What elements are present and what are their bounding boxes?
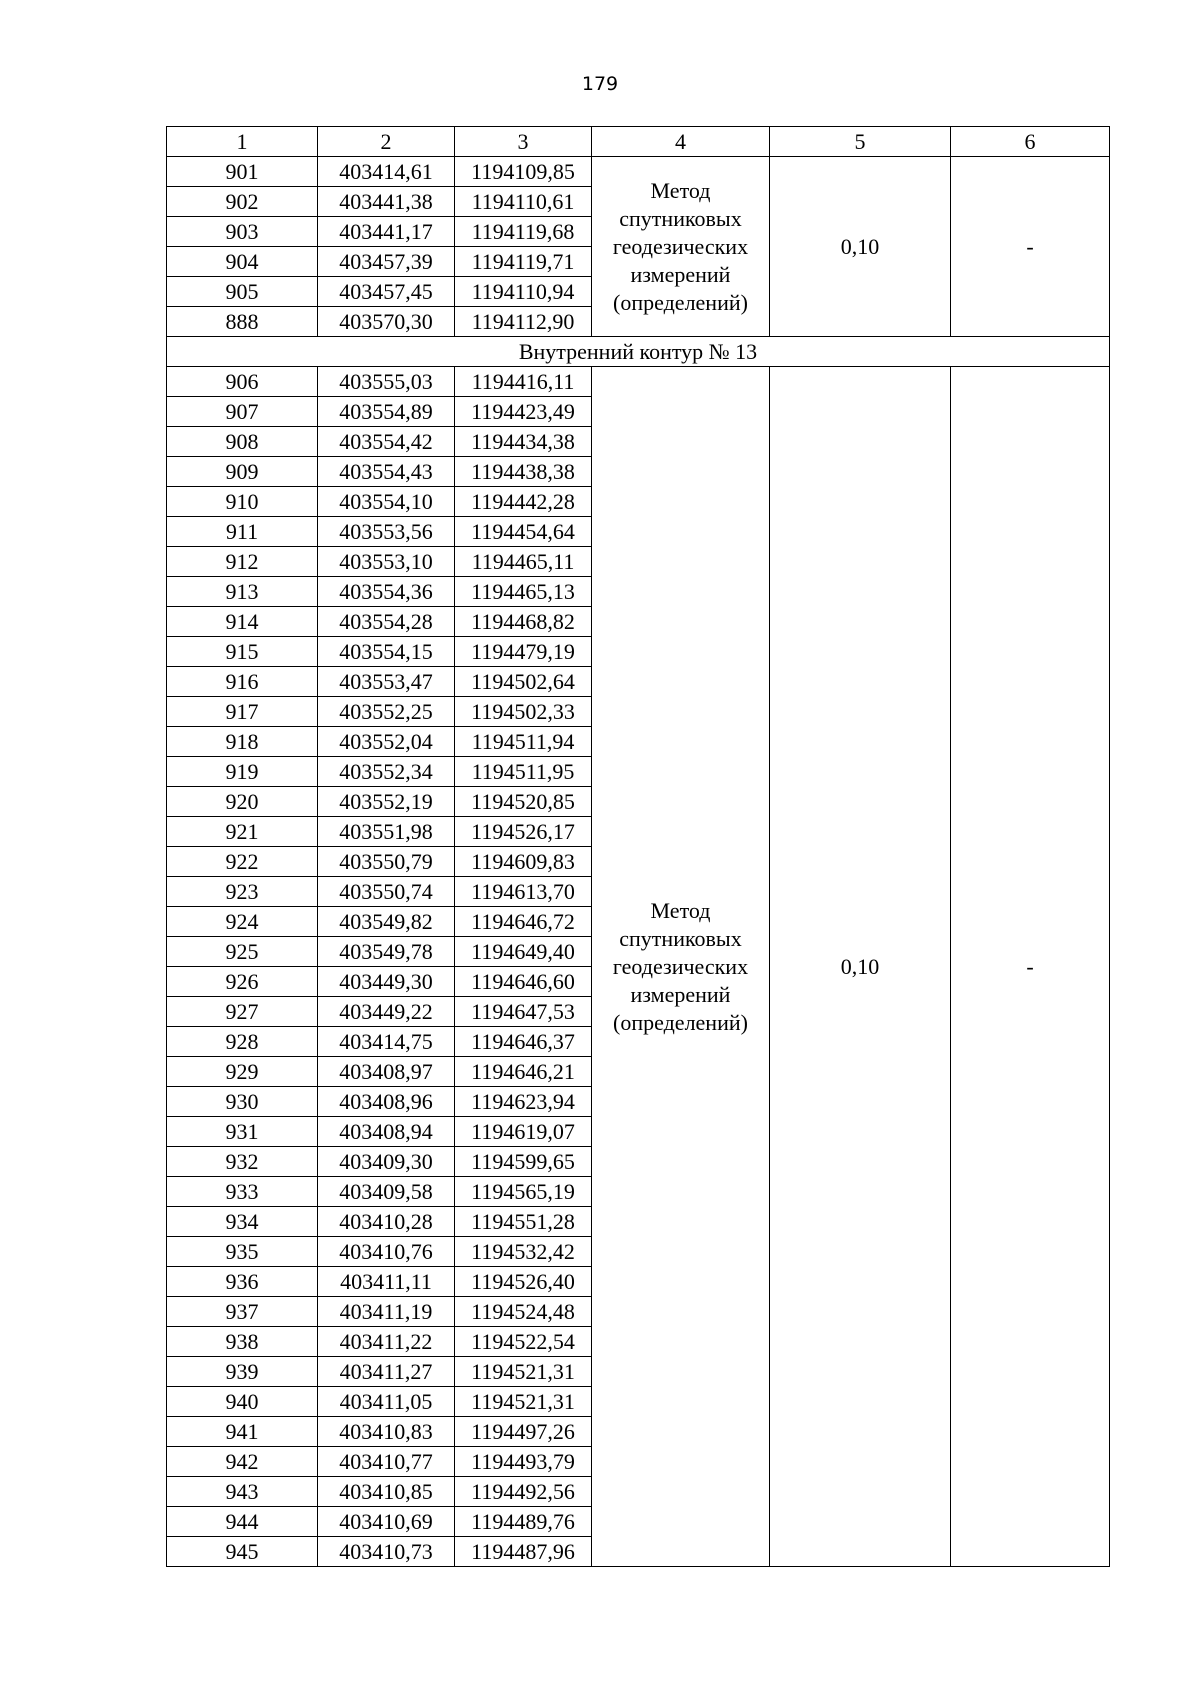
y-coordinate-cell: 1194493,79 xyxy=(455,1447,592,1477)
point-number-cell: 918 xyxy=(167,727,318,757)
y-coordinate-cell: 1194454,64 xyxy=(455,517,592,547)
method-line: геодезических xyxy=(612,953,749,979)
y-coordinate-cell: 1194521,31 xyxy=(455,1387,592,1417)
x-coordinate-cell: 403411,22 xyxy=(318,1327,455,1357)
point-number-cell: 937 xyxy=(167,1297,318,1327)
x-coordinate-cell: 403554,43 xyxy=(318,457,455,487)
section-row xyxy=(167,337,1110,367)
point-number-cell: 925 xyxy=(167,937,318,967)
method-line: измерений xyxy=(630,261,731,287)
y-coordinate-cell: 1194423,49 xyxy=(455,397,592,427)
method-line: Метод xyxy=(650,177,711,203)
accuracy-cell: 0,10 xyxy=(770,157,951,337)
point-number-cell: 924 xyxy=(167,907,318,937)
y-coordinate-cell: 1194511,94 xyxy=(455,727,592,757)
method-cell xyxy=(592,157,770,337)
y-coordinate-cell: 1194526,40 xyxy=(455,1267,592,1297)
x-coordinate-cell: 403414,61 xyxy=(318,157,455,187)
method-line: геодезических xyxy=(612,233,749,259)
header-row xyxy=(167,127,1110,157)
x-coordinate-cell: 403411,27 xyxy=(318,1357,455,1387)
point-number-cell: 916 xyxy=(167,667,318,697)
x-coordinate-cell: 403410,77 xyxy=(318,1447,455,1477)
header-cell: 6 xyxy=(951,127,1110,157)
point-number-cell: 908 xyxy=(167,427,318,457)
point-number-cell: 933 xyxy=(167,1177,318,1207)
x-coordinate-cell: 403408,94 xyxy=(318,1117,455,1147)
note-cell: - xyxy=(951,157,1110,337)
y-coordinate-cell: 1194487,96 xyxy=(455,1537,592,1567)
point-number-cell: 904 xyxy=(167,247,318,277)
point-number-cell: 930 xyxy=(167,1087,318,1117)
y-coordinate-cell: 1194497,26 xyxy=(455,1417,592,1447)
x-coordinate-cell: 403411,19 xyxy=(318,1297,455,1327)
y-coordinate-cell: 1194524,48 xyxy=(455,1297,592,1327)
point-number-cell: 888 xyxy=(167,307,318,337)
method-line: спутниковых xyxy=(619,925,742,951)
point-number-cell: 923 xyxy=(167,877,318,907)
method-line: Метод xyxy=(650,897,711,923)
point-number-cell: 913 xyxy=(167,577,318,607)
point-number-cell: 914 xyxy=(167,607,318,637)
method-line: (определений) xyxy=(613,289,748,315)
point-number-cell: 935 xyxy=(167,1237,318,1267)
x-coordinate-cell: 403410,83 xyxy=(318,1417,455,1447)
y-coordinate-cell: 1194434,38 xyxy=(455,427,592,457)
x-coordinate-cell: 403411,11 xyxy=(318,1267,455,1297)
x-coordinate-cell: 403554,42 xyxy=(318,427,455,457)
x-coordinate-cell: 403549,82 xyxy=(318,907,455,937)
x-coordinate-cell: 403410,73 xyxy=(318,1537,455,1567)
method-line: измерений xyxy=(630,981,731,1007)
y-coordinate-cell: 1194110,94 xyxy=(455,277,592,307)
x-coordinate-cell: 403409,30 xyxy=(318,1147,455,1177)
point-number-cell: 903 xyxy=(167,217,318,247)
x-coordinate-cell: 403457,45 xyxy=(318,277,455,307)
point-number-cell: 929 xyxy=(167,1057,318,1087)
x-coordinate-cell: 403554,28 xyxy=(318,607,455,637)
table-row xyxy=(167,157,1110,187)
x-coordinate-cell: 403555,03 xyxy=(318,367,455,397)
x-coordinate-cell: 403409,58 xyxy=(318,1177,455,1207)
point-number-cell: 917 xyxy=(167,697,318,727)
y-coordinate-cell: 1194521,31 xyxy=(455,1357,592,1387)
point-number-cell: 921 xyxy=(167,817,318,847)
y-coordinate-cell: 1194522,54 xyxy=(455,1327,592,1357)
y-coordinate-cell: 1194647,53 xyxy=(455,997,592,1027)
y-coordinate-cell: 1194511,95 xyxy=(455,757,592,787)
point-number-cell: 928 xyxy=(167,1027,318,1057)
point-number-cell: 938 xyxy=(167,1327,318,1357)
x-coordinate-cell: 403552,25 xyxy=(318,697,455,727)
y-coordinate-cell: 1194565,19 xyxy=(455,1177,592,1207)
point-number-cell: 922 xyxy=(167,847,318,877)
y-coordinate-cell: 1194465,11 xyxy=(455,547,592,577)
x-coordinate-cell: 403551,98 xyxy=(318,817,455,847)
x-coordinate-cell: 403552,19 xyxy=(318,787,455,817)
x-coordinate-cell: 403441,38 xyxy=(318,187,455,217)
y-coordinate-cell: 1194619,07 xyxy=(455,1117,592,1147)
x-coordinate-cell: 403410,85 xyxy=(318,1477,455,1507)
y-coordinate-cell: 1194646,60 xyxy=(455,967,592,997)
y-coordinate-cell: 1194646,37 xyxy=(455,1027,592,1057)
y-coordinate-cell: 1194599,65 xyxy=(455,1147,592,1177)
y-coordinate-cell: 1194442,28 xyxy=(455,487,592,517)
point-number-cell: 915 xyxy=(167,637,318,667)
x-coordinate-cell: 403553,56 xyxy=(318,517,455,547)
point-number-cell: 927 xyxy=(167,997,318,1027)
x-coordinate-cell: 403553,10 xyxy=(318,547,455,577)
point-number-cell: 906 xyxy=(167,367,318,397)
y-coordinate-cell: 1194468,82 xyxy=(455,607,592,637)
x-coordinate-cell: 403552,34 xyxy=(318,757,455,787)
table-row xyxy=(167,367,1110,397)
x-coordinate-cell: 403549,78 xyxy=(318,937,455,967)
y-coordinate-cell: 1194502,64 xyxy=(455,667,592,697)
coordinates-table xyxy=(166,126,1110,1567)
y-coordinate-cell: 1194526,17 xyxy=(455,817,592,847)
x-coordinate-cell: 403554,89 xyxy=(318,397,455,427)
point-number-cell: 940 xyxy=(167,1387,318,1417)
point-number-cell: 942 xyxy=(167,1447,318,1477)
point-number-cell: 934 xyxy=(167,1207,318,1237)
x-coordinate-cell: 403408,97 xyxy=(318,1057,455,1087)
x-coordinate-cell: 403449,22 xyxy=(318,997,455,1027)
note-cell: - xyxy=(951,367,1110,1567)
method-line: (определений) xyxy=(613,1009,748,1035)
header-cell: 5 xyxy=(770,127,951,157)
accuracy-cell: 0,10 xyxy=(770,367,951,1567)
page-number: 179 xyxy=(581,73,619,95)
header-cell: 4 xyxy=(592,127,770,157)
header-cell: 3 xyxy=(455,127,592,157)
header-cell: 2 xyxy=(318,127,455,157)
x-coordinate-cell: 403414,75 xyxy=(318,1027,455,1057)
x-coordinate-cell: 403457,39 xyxy=(318,247,455,277)
x-coordinate-cell: 403410,28 xyxy=(318,1207,455,1237)
x-coordinate-cell: 403554,10 xyxy=(318,487,455,517)
point-number-cell: 901 xyxy=(167,157,318,187)
y-coordinate-cell: 1194492,56 xyxy=(455,1477,592,1507)
x-coordinate-cell: 403552,04 xyxy=(318,727,455,757)
x-coordinate-cell: 403410,76 xyxy=(318,1237,455,1267)
x-coordinate-cell: 403408,96 xyxy=(318,1087,455,1117)
y-coordinate-cell: 1194532,42 xyxy=(455,1237,592,1267)
x-coordinate-cell: 403410,69 xyxy=(318,1507,455,1537)
point-number-cell: 941 xyxy=(167,1417,318,1447)
y-coordinate-cell: 1194551,28 xyxy=(455,1207,592,1237)
point-number-cell: 912 xyxy=(167,547,318,577)
y-coordinate-cell: 1194110,61 xyxy=(455,187,592,217)
y-coordinate-cell: 1194646,72 xyxy=(455,907,592,937)
y-coordinate-cell: 1194623,94 xyxy=(455,1087,592,1117)
y-coordinate-cell: 1194502,33 xyxy=(455,697,592,727)
method-cell xyxy=(592,367,770,1567)
point-number-cell: 926 xyxy=(167,967,318,997)
point-number-cell: 931 xyxy=(167,1117,318,1147)
point-number-cell: 944 xyxy=(167,1507,318,1537)
y-coordinate-cell: 1194119,68 xyxy=(455,217,592,247)
y-coordinate-cell: 1194613,70 xyxy=(455,877,592,907)
header-cell: 1 xyxy=(167,127,318,157)
y-coordinate-cell: 1194649,40 xyxy=(455,937,592,967)
y-coordinate-cell: 1194416,11 xyxy=(455,367,592,397)
method-line: спутниковых xyxy=(619,205,742,231)
x-coordinate-cell: 403449,30 xyxy=(318,967,455,997)
x-coordinate-cell: 403411,05 xyxy=(318,1387,455,1417)
point-number-cell: 905 xyxy=(167,277,318,307)
y-coordinate-cell: 1194438,38 xyxy=(455,457,592,487)
y-coordinate-cell: 1194109,85 xyxy=(455,157,592,187)
point-number-cell: 943 xyxy=(167,1477,318,1507)
y-coordinate-cell: 1194646,21 xyxy=(455,1057,592,1087)
section-title: Внутренний контур № 13 xyxy=(167,337,1110,367)
point-number-cell: 907 xyxy=(167,397,318,427)
y-coordinate-cell: 1194112,90 xyxy=(455,307,592,337)
y-coordinate-cell: 1194520,85 xyxy=(455,787,592,817)
x-coordinate-cell: 403550,74 xyxy=(318,877,455,907)
y-coordinate-cell: 1194609,83 xyxy=(455,847,592,877)
point-number-cell: 932 xyxy=(167,1147,318,1177)
x-coordinate-cell: 403550,79 xyxy=(318,847,455,877)
table-body xyxy=(167,127,1110,1567)
point-number-cell: 919 xyxy=(167,757,318,787)
y-coordinate-cell: 1194479,19 xyxy=(455,637,592,667)
x-coordinate-cell: 403570,30 xyxy=(318,307,455,337)
point-number-cell: 945 xyxy=(167,1537,318,1567)
y-coordinate-cell: 1194489,76 xyxy=(455,1507,592,1537)
y-coordinate-cell: 1194119,71 xyxy=(455,247,592,277)
y-coordinate-cell: 1194465,13 xyxy=(455,577,592,607)
x-coordinate-cell: 403441,17 xyxy=(318,217,455,247)
point-number-cell: 902 xyxy=(167,187,318,217)
point-number-cell: 910 xyxy=(167,487,318,517)
point-number-cell: 920 xyxy=(167,787,318,817)
point-number-cell: 909 xyxy=(167,457,318,487)
point-number-cell: 939 xyxy=(167,1357,318,1387)
x-coordinate-cell: 403554,36 xyxy=(318,577,455,607)
point-number-cell: 911 xyxy=(167,517,318,547)
x-coordinate-cell: 403553,47 xyxy=(318,667,455,697)
point-number-cell: 936 xyxy=(167,1267,318,1297)
x-coordinate-cell: 403554,15 xyxy=(318,637,455,667)
